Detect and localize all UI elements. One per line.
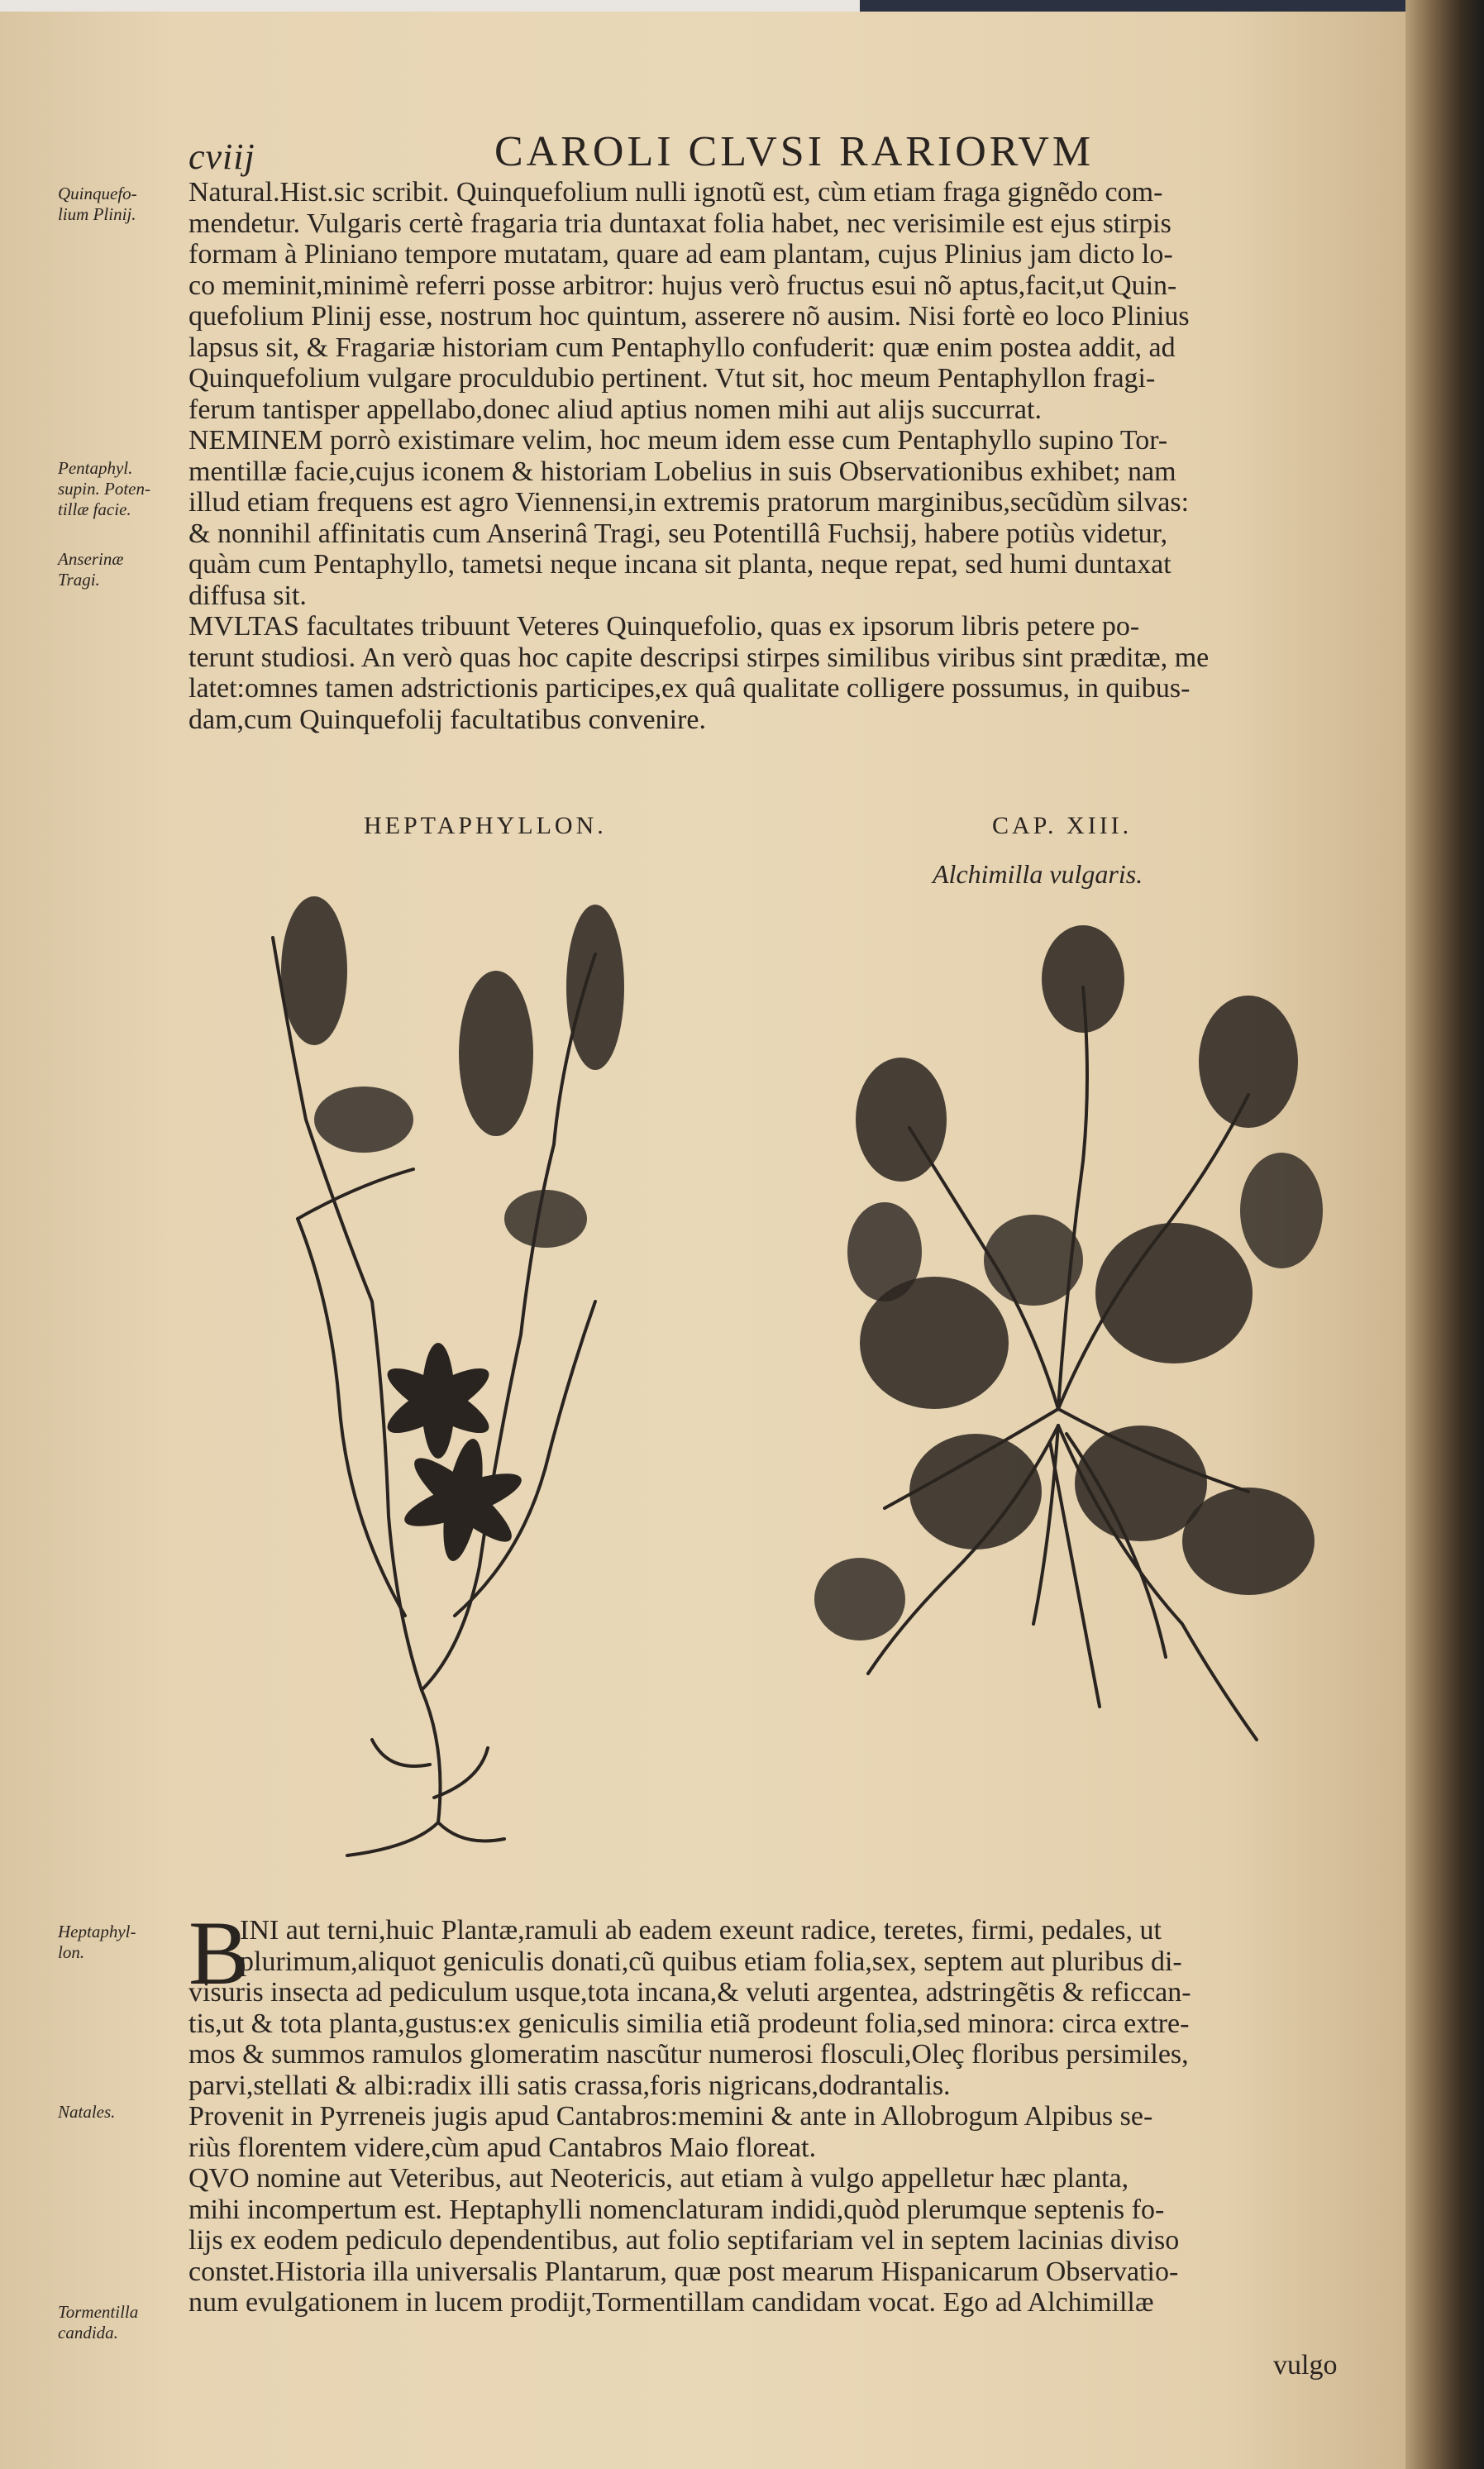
page-header — [188, 127, 1346, 177]
text-line: riùs florentem videre,cùm apud Cantabros Maio floreat. — [188, 2132, 817, 2163]
margin-note-quinquefolium: Quinquefo- lium Plinij. — [58, 184, 137, 224]
text-line: co meminit,minimè referri posse arbitror: hujus verò fructus esui nõ aptus,facit,ut Quin- — [188, 270, 1177, 301]
heptaphyllon-woodcut — [248, 872, 678, 1864]
text-line: MVLTAS facultates tribuunt Veteres Quinquefolio, quas ex ipsorum libris petere po- — [188, 611, 1140, 642]
text-line: dam,cum Quinquefolij facultatibus convenire. — [188, 704, 706, 735]
text-line: tis,ut & tota planta,gustus:ex geniculis similia etiã prodeunt folia,sed minora: circa extre- — [188, 2008, 1190, 2039]
text-line: parvi,stellati & albi:radix illi satis crassa,foris nigricans,dodrantalis. — [188, 2070, 951, 2101]
text-line: lapsus sit, & Fragariæ historiam cum Pentaphyllo confuderit: quæ enim postea addit, ad — [188, 332, 1176, 363]
text-line: mendetur. Vulgaris certè fragaria tria duntaxat folia habet, nec verisimile est ejus stirpis — [188, 208, 1171, 239]
text-line: mos & summos ramulos glomeratim nascũtur numerosi flosculi,Oleç floribus persimiles, — [188, 2039, 1189, 2070]
text-line: formam à Pliniano tempore mutatam, quare ad eam plantam, cujus Plinius jam dicto lo- — [188, 239, 1173, 270]
margin-note-natales: Natales. — [58, 2102, 116, 2122]
text-line: constet.Historia illa universalis Plantarum, quæ post mearum Hispanicarum Observatio- — [188, 2256, 1179, 2287]
drop-cap: B — [188, 1903, 250, 2003]
text-line: terunt studiosi. An verò quas hoc capite descripsi stirpes similibus viribus sint præditæ, me — [188, 642, 1210, 673]
catchword: vulgo — [1273, 2350, 1338, 2381]
text-line: mihi incompertum est. Heptaphylli nomenclaturam indidi,quòd plerumque septenis fo- — [188, 2194, 1165, 2225]
margin-note-anserina: Anserinæ Tragi. — [58, 549, 124, 590]
text-top — [188, 177, 1342, 735]
text-line: quàm cum Pentaphyllo, tametsi neque incana sit planta, neque repat, sed humi duntaxat — [188, 549, 1171, 580]
text-line: mentillæ facie,cujus iconem & historiam Lobelius in suis Observationibus exhibet; nam — [188, 456, 1176, 487]
folio-number: cviij — [188, 136, 255, 177]
text-line: visuris insecta ad pediculum usque,tota incana,& veluti argentea, adstringẽtis & reficcan- — [188, 1977, 1191, 2008]
text-line: Quinquefolium vulgare proculdubio pertinent. Vtut sit, hoc meum Pentaphyllon fragi- — [188, 363, 1156, 394]
margin-note-heptaphyllon: Heptaphyl- lon. — [58, 1922, 136, 1962]
text-line: ferum tantisper appellabo,donec aliud aptius nomen mihi aut alijs succurrat. — [188, 394, 1042, 425]
margin-note-pentaphyllum: Pentaphyl. supin. Poten- tillæ facie. — [58, 458, 150, 519]
text-line: quefolium Plinij esse, nostrum hoc quintum, asserere nõ ausim. Nisi fortè eo loco Plinius — [188, 301, 1190, 332]
book-page — [0, 12, 1443, 2469]
text-line: & nonnihil affinitatis cum Anserinâ Tragi, seu Potentillâ Fuchsij, habere potiùs videtur, — [188, 518, 1168, 549]
text-line: QVO nomine aut Veteribus, aut Neotericis, aut etiam à vulgo appelletur hæc planta, — [188, 2163, 1129, 2194]
text-line: num evulgationem in lucem prodijt,Tormentillam candidam vocat. Ego ad Alchimillæ — [188, 2287, 1154, 2318]
text-line: Provenit in Pyrreneis jugis apud Cantabros:memini & ante in Allobrogum Alpibus se- — [188, 2101, 1153, 2132]
scan-top-edge — [0, 0, 1484, 12]
book-gutter-shadow — [1405, 0, 1484, 2469]
text-line: illud etiam frequens est agro Viennensi,in extremis pratorum marginibus,secũdùm silvas: — [188, 487, 1190, 518]
text-line: INI aut terni,huic Plantæ,ramuli ab eadem exeunt radice, teretes, firmi, pedales, ut — [240, 1915, 1162, 1946]
text-line: plurimum,aliquot geniculis donati,cũ quibus etiam folia,sex, septem aut pluribus di- — [240, 1946, 1182, 1977]
text-line: Natural.Hist.sic scribit. Quinquefolium nulli ignotũ est, cùm etiam fraga gignẽdo com- — [188, 177, 1163, 208]
figure-caption-alchimilla: Alchimilla vulgaris. — [933, 859, 1143, 889]
running-head: CAROLI CLVSI RARIORVM — [494, 128, 1095, 175]
text-line: lijs ex eodem pediculo dependentibus, aut folio septifariam vel in septem lacinias diviso — [188, 2225, 1180, 2256]
text-bottom — [188, 1977, 1342, 2319]
figure-label-chapter: CAP. XIII. — [992, 812, 1133, 839]
alchimilla-woodcut — [785, 913, 1331, 1789]
margin-note-tormentilla: Tormentilla candida. — [58, 2302, 139, 2342]
figure-label-heptaphyllon: HEPTAPHYLLON. — [364, 812, 607, 839]
text-line: NEMINEM porrò existimare velim, hoc meum idem esse cum Pentaphyllo supino Tor- — [188, 425, 1168, 456]
text-line: latet:omnes tamen adstrictionis participes,ex quâ qualitate colligere possumus, in quibus- — [188, 673, 1191, 704]
text-bottom-indented — [240, 1915, 1342, 1977]
text-line: diffusa sit. — [188, 580, 307, 611]
